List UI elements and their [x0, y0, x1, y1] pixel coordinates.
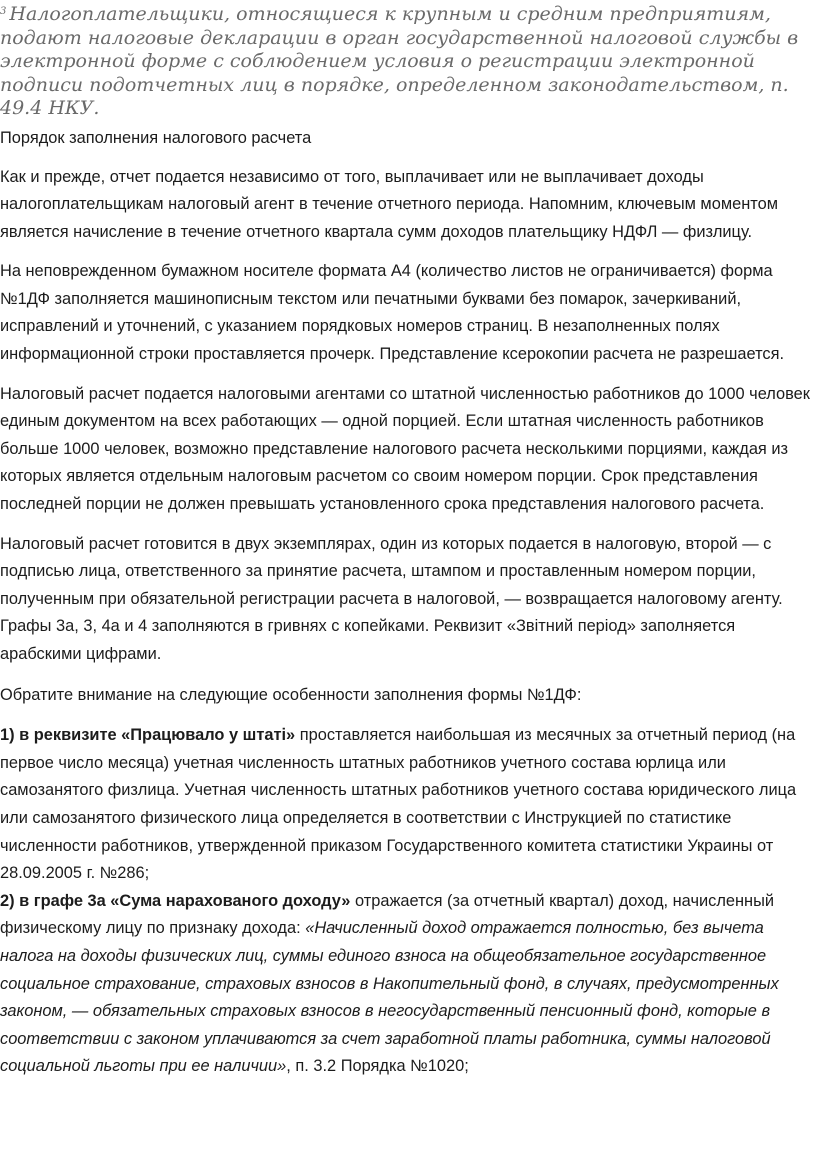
list-item-1-text: проставляется наибольшая из месячных за отчетный период (на первое число месяца) учетная численность штатных работников учетного состава юрлица или самозанятого физлица. Учетная численность штатных работников учетного состава юридического лица или самозанятого физического лица определяется в соответствии с Инструкцией по статистике численности работников, утвержденной приказом Государственного комитета статистики Украины от 28.09.2005 г. №286;: [0, 726, 797, 883]
list-item-2-quote: «Начисленный доход отражается полностью, без вычета налога на доходы физических лиц, суммы единого взноса на общеобязательное государственное социальное страхование, страховых взносов в Накопительный фонд, в случаях, предусмотренных законом, — обязательных страховых взносов в негосударственный пенсионный фонд, которые в соответствии с законом уплачиваются за счет заработной платы работника, суммы налоговой социальной льготы при ее наличии»: [0, 919, 779, 1076]
lead-paragraph: [0, 0, 816, 121]
section-heading: Порядок заполнения налогового расчета: [0, 128, 312, 147]
list-item-2-tail: , п. 3.2 Порядка №1020;: [286, 1057, 469, 1076]
paragraph-5: Обратите внимание на следующие особенности заполнения формы №1ДФ:: [0, 685, 582, 704]
paragraph-2: На неповрежденном бумажном носителе формата А4 (количество листов не ограничивается) форма №1ДФ заполняется машинописным текстом или печатными буквами без помарок, зачеркиваний, исправлений и уточнений, с указанием порядковых номеров страниц. В незаполненных полях информационной строки проставляется прочерк. Представление ксерокопии расчета не разрешается.: [0, 262, 785, 364]
footnote-mark: 3: [0, 6, 7, 17]
list-item-1-label: 1) в реквизите «Працювало у штаті»: [0, 726, 296, 745]
list-item-2: [0, 888, 816, 1081]
paragraph-1: Как и прежде, отчет подается независимо от того, выплачивает или не выплачивает доходы налогоплательщикам налоговый агент в течение отчетного периода. Напомним, ключевым моментом является начисление в течение отчетного квартала сумм доходов плательщику НДФЛ — физлицу.: [0, 167, 778, 241]
list-item-1: [0, 722, 816, 888]
list-item-2-text: отражается (за отчетный квартал) доход, начисленный физическому лицу по признаку дохода:: [0, 891, 775, 938]
paragraph-3: Налоговый расчет подается налоговыми агентами со штатной численностью работников до 1000 человек единым документом на всех работающих — одной порцией. Если штатная численность работников больше 1000 человек, возможно представление налогового расчета несколькими порциями, каждая из которых является отдельным налоговым расчетом со своим номером порции. Срок представления последней порции не должен превышать установленного срока представления налогового расчета.: [0, 384, 810, 514]
paragraph-4: Налоговый расчет готовится в двух экземплярах, один из которых подается в налоговую, второй — с подписью лица, ответственного за принятие расчета, штампом и проставленным номером порции, полученным при обязательной регистрации расчета в налоговой, — возвращается налоговому агенту. Графы 3а, 3, 4а и 4 заполняются в гривнях с копейками. Реквизит «Звітний період» заполняется арабскими цифрами.: [0, 534, 783, 663]
lead-text: Налогоплательщики, относящиеся к крупным и средним предприятиям, подают налоговые декларации в орган государственной налоговой службы в электронной форме с соблюдением условия о регистрации электронной подписи подотчетных лиц в порядке, определенном законодательством, п. 49.4 НКУ.: [0, 3, 799, 119]
list-item-2-label: 2) в графе 3а «Сума нарахованого доходу»: [0, 891, 351, 910]
